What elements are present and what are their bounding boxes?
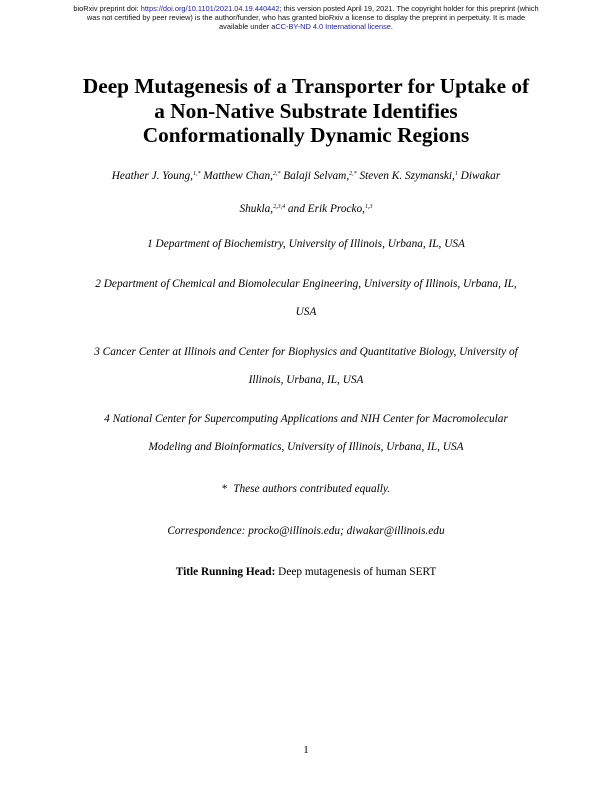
header-line-3 (0, 22, 612, 31)
header-line-2: was not certified by peer review) is the author/funder, who has granted bioRxiv a license to display the preprint in perpetuity. It is made (86, 13, 526, 23)
affiliation-2-line-1: 2 Department of Chemical and Biomolecular Engineering, University of Illinois, Urbana, IL, (95, 278, 517, 290)
title-line-3: Conformationally Dynamic Regions (142, 123, 470, 148)
header-doi-prefix: bioRxiv preprint doi: (73, 4, 141, 13)
license-suffix: . (390, 22, 393, 32)
running-head (0, 566, 612, 578)
affiliation-3-line-1: 3 Cancer Center at Illinois and Center for Biophysics and Quantitative Biology, University of (94, 346, 518, 358)
license-prefix: available under a (219, 22, 276, 32)
author-affil: 1,* (192, 171, 201, 177)
preprint-header (0, 4, 612, 32)
affiliation-1: 1 Department of Biochemistry, University of Illinois, Urbana, IL, USA (147, 238, 465, 250)
author-affil: 1,3 (364, 204, 373, 210)
authors-line-1 (40, 170, 572, 182)
author-name: Balaji Selvam, (280, 170, 350, 182)
author-name: and Erik Procko, (285, 203, 365, 215)
paper-title (40, 74, 572, 148)
author-name: Heather J. Young, (111, 170, 193, 182)
correspondence: Correspondence: procko@illinois.edu; diwakar@illinois.edu (167, 525, 445, 537)
page-number: 1 (303, 744, 309, 756)
authors-line-2 (40, 203, 572, 215)
header-line-1 (0, 4, 612, 13)
author-name: Shukla, (239, 203, 274, 215)
equal-contribution-note (40, 483, 572, 495)
license-link[interactable]: CC-BY-ND 4.0 International license (275, 22, 391, 32)
author-name: Matthew Chan, (200, 170, 273, 182)
author-name: Steven K. Szymanski, (356, 170, 455, 182)
asterisk-symbol: * (221, 483, 228, 495)
affiliation-3-line-2: Illinois, Urbana, IL, USA (248, 374, 364, 386)
affiliation-4-line-2: Modeling and Bioinformatics, University of Illinois, Urbana, IL, USA (148, 441, 464, 453)
equal-contribution-text: These authors contributed equally. (227, 483, 391, 495)
title-line-1: Deep Mutagenesis of a Transporter for Uptake of (82, 74, 530, 98)
author-affil: 2,3,4 (273, 204, 286, 210)
title-line-2: a Non-Native Substrate Identifies (154, 98, 458, 123)
doi-link[interactable]: https://doi.org/10.1101/2021.04.19.440442 (140, 4, 280, 13)
affiliation-4-line-1: 4 National Center for Supercomputing Applications and NIH Center for Macromolecular (104, 413, 508, 425)
author-affil: 2,* (349, 171, 357, 177)
running-head-text: Deep mutagenesis of human SERT (275, 566, 437, 578)
author-name: Diwakar (457, 170, 501, 182)
affiliation-2-line-2: USA (295, 306, 317, 318)
author-affil: 2,* (272, 171, 281, 177)
author-affil: 1 (454, 171, 458, 177)
running-head-label: Title Running Head: (175, 566, 276, 578)
header-doi-suffix: ; this version posted April 19, 2021. The copyright holder for this preprint (which (279, 4, 539, 13)
